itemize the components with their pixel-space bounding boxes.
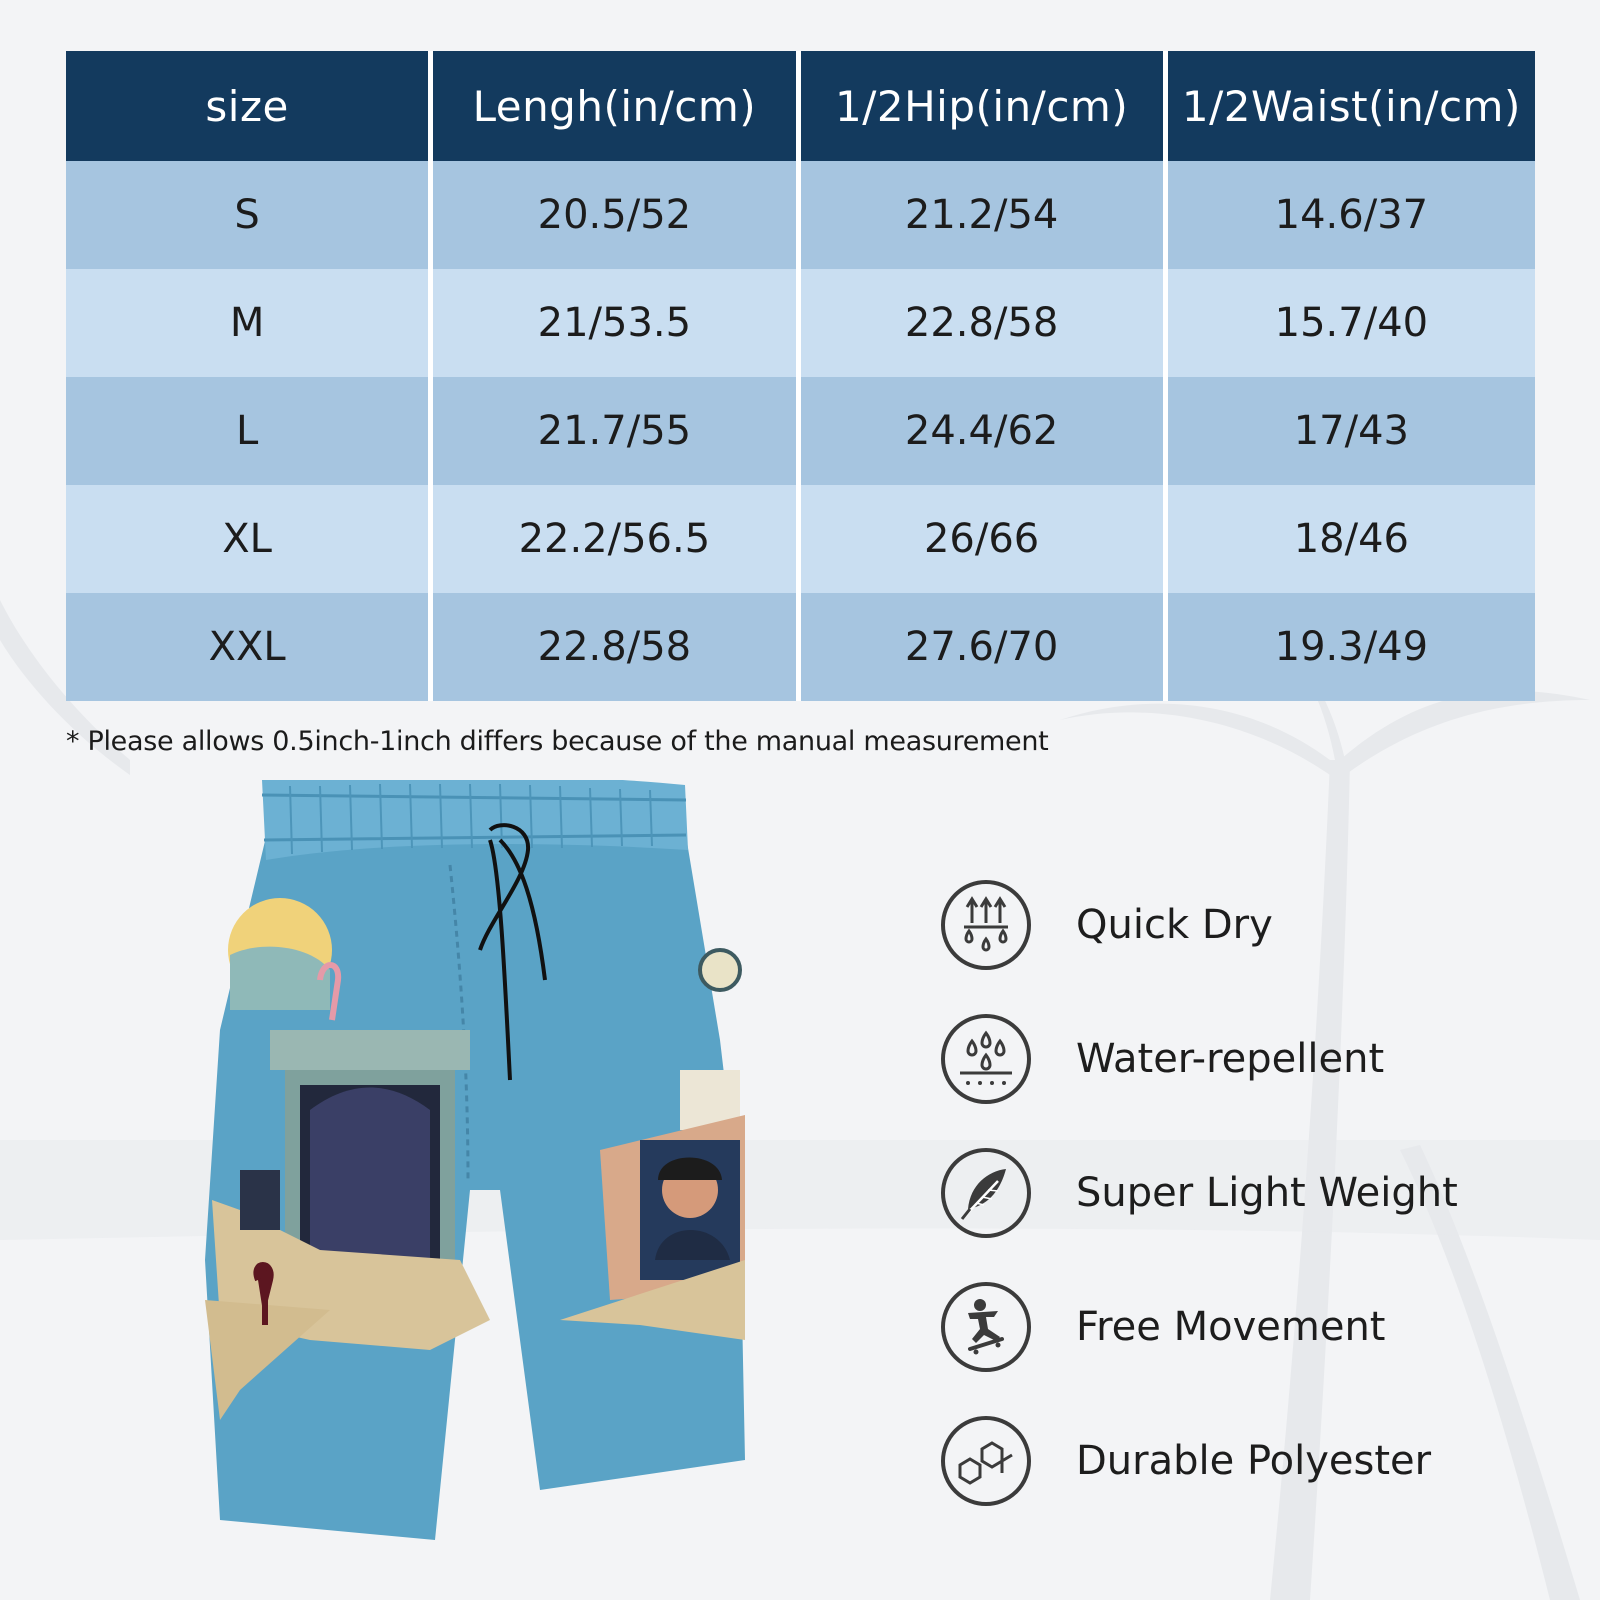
feature-label: Quick Dry [1076, 902, 1273, 948]
feature-light-weight [940, 1138, 1560, 1272]
table-cell: S [66, 161, 433, 269]
table-cell: 14.6/37 [1168, 161, 1535, 269]
table-cell: 26/66 [801, 485, 1168, 593]
table-cell: 27.6/70 [801, 593, 1168, 701]
table-cell: 15.7/40 [1168, 269, 1535, 377]
table-cell: 24.4/62 [801, 377, 1168, 485]
size-chart-table [66, 51, 1535, 701]
table-cell: 19.3/49 [1168, 593, 1535, 701]
table-cell: 22.8/58 [801, 269, 1168, 377]
table-cell: XXL [66, 593, 433, 701]
table-cell: L [66, 377, 433, 485]
header-length: Lengh(in/cm) [433, 51, 800, 161]
feature-label: Water-repellent [1076, 1036, 1385, 1082]
table-row [66, 161, 1535, 269]
measurement-note: * Please allows 0.5inch-1inch differs because of the manual measurement [66, 726, 1049, 757]
table-header-row [66, 51, 1535, 161]
feature-free-movement [940, 1272, 1560, 1406]
board-shorts-image [200, 780, 770, 1580]
feature-water-repellent [940, 1004, 1560, 1138]
feature-list [940, 870, 1560, 1540]
skater-icon [940, 1281, 1032, 1373]
header-half-hip: 1/2Hip(in/cm) [801, 51, 1168, 161]
table-cell: 20.5/52 [433, 161, 800, 269]
feather-icon [940, 1147, 1032, 1239]
table-row [66, 269, 1535, 377]
feature-durable-polyester [940, 1406, 1560, 1540]
table-cell: 21.7/55 [433, 377, 800, 485]
table-cell: 18/46 [1168, 485, 1535, 593]
feature-quick-dry [940, 870, 1560, 1004]
table-row [66, 377, 1535, 485]
table-row [66, 593, 1535, 701]
table-cell: XL [66, 485, 433, 593]
table-cell: M [66, 269, 433, 377]
header-size: size [66, 51, 433, 161]
hexagon-molecule-icon [940, 1415, 1032, 1507]
table-cell: 21/53.5 [433, 269, 800, 377]
feature-label: Super Light Weight [1076, 1170, 1458, 1216]
table-cell: 17/43 [1168, 377, 1535, 485]
feature-label: Durable Polyester [1076, 1438, 1432, 1484]
table-cell: 21.2/54 [801, 161, 1168, 269]
feature-label: Free Movement [1076, 1304, 1386, 1350]
header-half-waist: 1/2Waist(in/cm) [1168, 51, 1535, 161]
quick-dry-icon [940, 879, 1032, 971]
water-repellent-icon [940, 1013, 1032, 1105]
table-cell: 22.8/58 [433, 593, 800, 701]
table-cell: 22.2/56.5 [433, 485, 800, 593]
table-row [66, 485, 1535, 593]
